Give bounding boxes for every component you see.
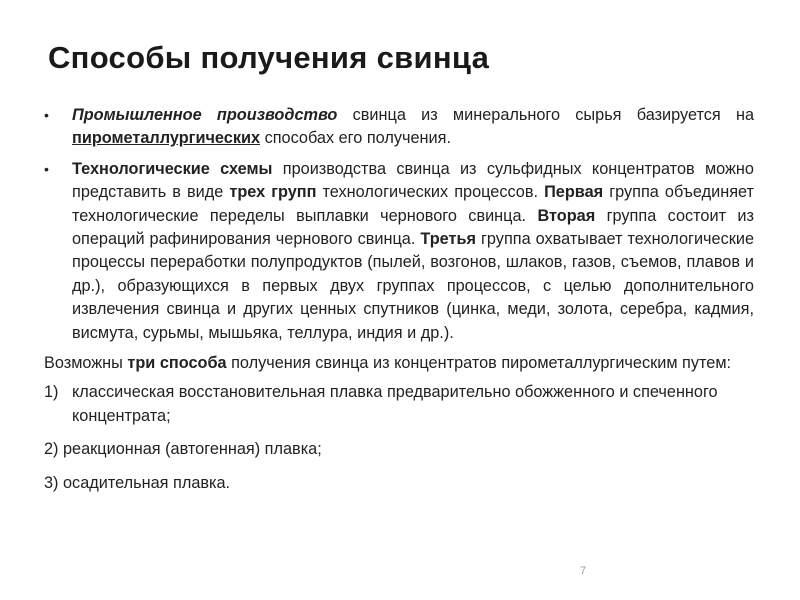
emphasis-text: Первая (544, 183, 604, 202)
body-text: группа объединяет технологические переделы выплавки чернового свинца. (72, 183, 754, 225)
emphasis-text: Промышленное производство (72, 106, 338, 124)
body-text: производства свинца из сульфидных концентратов можно представить в виде (72, 159, 754, 202)
item-number: 1) (44, 383, 59, 402)
page-number: 7 (580, 565, 587, 577)
emphasis-text: Третья (420, 230, 476, 249)
method-item (44, 381, 754, 428)
body-text: способах его получения. (260, 129, 451, 148)
slide-content (44, 104, 754, 495)
body-text: свинца из минерального сырья базируется на (337, 106, 755, 124)
emphasis-text: Вторая (537, 206, 596, 225)
body-text: Возможны (44, 354, 128, 373)
bullet-technological-schemes (44, 158, 754, 345)
method-item: 2) реакционная (автогенная) плавка; (44, 440, 322, 459)
bullet-list (44, 104, 754, 345)
body-text: группа состоит из операций рафинирования чернового свинца. (72, 206, 754, 249)
emphasis-text: три способа (127, 354, 227, 373)
emphasis-text: Технологические схемы (72, 159, 273, 178)
method-item: 3) осадительная плавка. (44, 473, 231, 492)
bullet-dot-icon: • (44, 107, 49, 123)
body-text: получения свинца из концентратов пирометаллургическим путем: (226, 354, 732, 373)
slide-title: Способы получения свинца (48, 40, 490, 75)
body-text: технологических процессов. (316, 183, 545, 202)
bullet-dot-icon: • (44, 160, 49, 177)
emphasis-text: пирометаллургических (72, 129, 261, 148)
item-text: классическая восстановительная плавка предварительно обожженного и спеченного концентрата; (72, 383, 718, 425)
emphasis-text: трех групп (229, 183, 317, 202)
bullet-industrial-production (44, 104, 754, 151)
methods-intro (44, 352, 754, 375)
body-text: группа охватывает технологические процессы переработки полупродуктов (пылей, возгонов, шлаков, газов, съемов, плавов и др.), образующихся в первых двух группах процессов, с целью дополнительного извлечения свинца и других ценных спутников (цинка, меди, золота, серебра, кадмия, висмута, сурьмы, мышьяка, теллура, индия и др.). (72, 230, 755, 342)
